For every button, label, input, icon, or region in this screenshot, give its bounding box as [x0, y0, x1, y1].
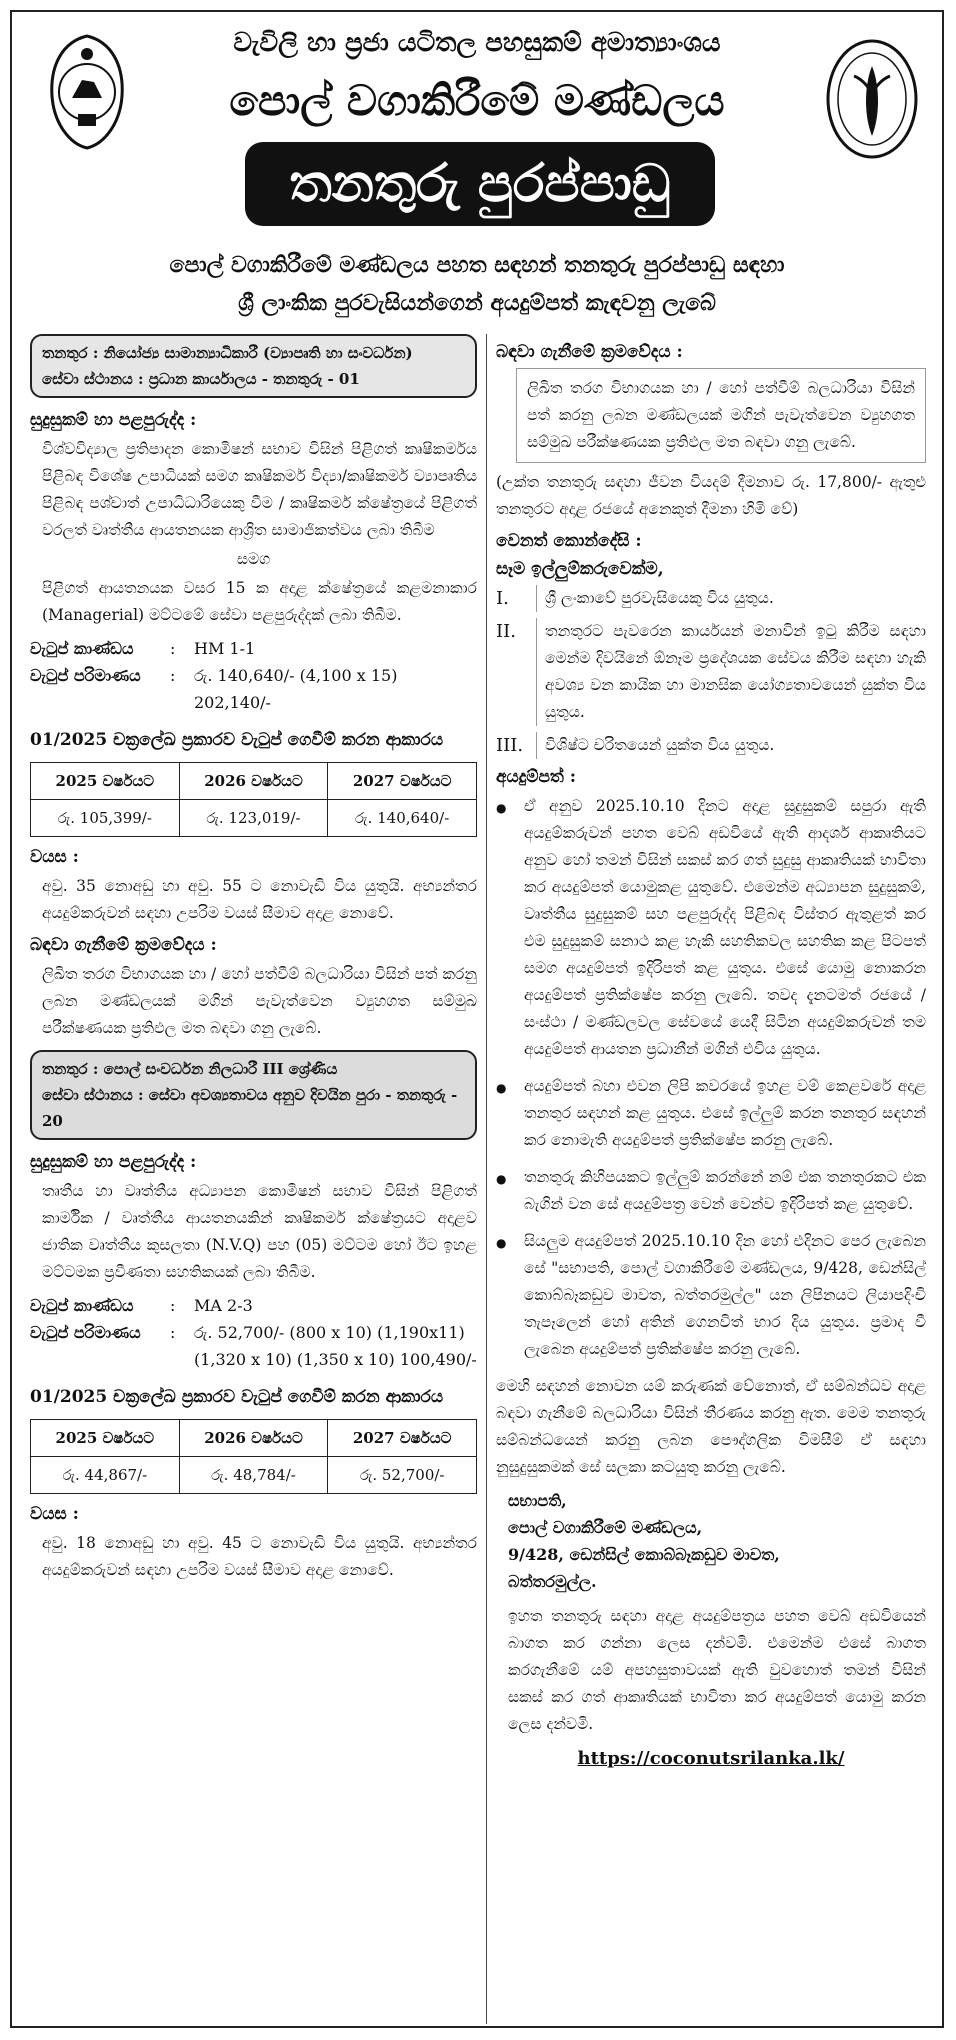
header — [12, 12, 942, 242]
salary-code-value: MA 2-3 — [194, 1296, 253, 1315]
table-header: 2025 වර්ෂයට — [31, 763, 180, 800]
vacancies-title: තනතුරු පුරප්පාඩු — [245, 142, 715, 226]
applicant-heading: සෑම ඉල්ලුම්කරුවෙක්ම, — [496, 559, 664, 579]
bullet-icon: ● — [496, 1236, 507, 1250]
application-bullet: ● සියලුම අයදුම්පත් 2025.10.10 දින හෝ එදිනට පෙර ලැබෙන සේ "සභාපති, පොල් වගාකිරීමේ මණ්ඩලය, 9/428, ඩෙන්සිල් කොබ්බෑකඩුව මාවත, බත්තරමුල්ල" යන ලිපිනයට ලියාපදිංචි තැපෑලෙන් හෝ අතින් ගෙනවිත් භාර දිය යුතුය. ප්‍රමාද වී ලැබෙන අයදුම්පත් ප්‍රතික්ෂේප කරනු ලැබේ. — [496, 1228, 926, 1363]
table-cell: රු. 48,784/- — [179, 1457, 328, 1494]
post-2-qual-heading: සුදුසුකම් හා පළපුරුද්ද : — [30, 1152, 197, 1172]
post-2-age-heading: වයස : — [30, 1504, 79, 1524]
post-1-age-heading: වයස : — [30, 847, 79, 867]
ministry-name: වැවිලි හා ප්‍රජා යටිතල පහසුකම් අමාත්‍යාංශය — [233, 28, 721, 58]
table-cell: රු. 52,700/- — [328, 1457, 477, 1494]
post-1-recruit-text: ලිඛිත තරග විභාගයක හා / හෝ පත්වීම් බලධාරියා විසින් පත් කරනු ලබන මණ්ඩලයක් මගින් පැවැත්වෙන ව්‍යුහගත සම්මුඛ පරීක්ෂණයක ප්‍රතිඵල මත බඳවා ගනු ලැබේ. — [42, 965, 477, 1037]
recruit-heading: බඳවා ගැනීමේ ක්‍රමවේදය : — [496, 342, 683, 362]
other-conditions-heading: වෙනත් කොන්දේසි : — [496, 531, 642, 551]
post-1-qual-text: විශ්වවිද්‍යාල ප්‍රතිපාදන කොමිෂන් සභාව විසින් පිළිගත් කෘෂිකර්මය පිළිබඳ විශේෂ උපාධියක් සමග කෘෂිකර්ම විද්‍යා/කෘෂිකර්ම ව්‍යාපෘතිය පිළිබඳ පශ්චාත් උපාධිධාරියෙකු වීම / කෘෂිකර්ම ක්ෂේත්‍රයේ පිළිගත් වරලත් වෘත්තීය ආයතනයක ආශ්‍රිත සාමාජිකත්වය ලබා තිබීම — [42, 440, 477, 539]
post-1-exp-text: පිළිගත් ආයතනයක වසර 15 ක අදාළ ක්ෂේත්‍රයේ කළමනාකාර (Managerial) මට්ටමේ සේවා පළපුරුද්දක් ලබා තිබීම. — [42, 579, 477, 624]
coconut-board-logo-icon — [824, 36, 920, 162]
post-2-age-text: අවු. 18 නොඅඩු හා අවු. 45 ට නොවැඩි විය යුතුයි. අභ්‍යන්තර අයදුම්කරුවන් සඳහා උපරිම වයස් සීමාව අදාළ නොවේ. — [42, 1534, 477, 1579]
recruit-text: ලිඛිත තරග විභාගයක හා / හෝ පත්වීම් බලධාරියා විසින් පත් කරනු ලබන මණ්ඩලයක් මගින් පැවැත්වෙන ව්‍යුහගත සම්මුඛ පරීක්ෂණයක ප්‍රතිඵල මත බඳවා ගනු ලැබේ. — [516, 368, 926, 463]
post-1-station: සේවා ස්ථානය : ප්‍රධාන කාර්යාලය - තනතුරු - 01 — [42, 370, 360, 388]
post-1-recruit-heading: බඳවා ගැනීමේ ක්‍රමවේදය : — [30, 935, 217, 955]
post-1-and: සමග — [236, 550, 271, 568]
condition-item: III. විශිෂ්ට චරිතයෙන් යුක්ත විය යුතුය. — [496, 732, 926, 759]
post-2-box — [30, 1050, 477, 1140]
intro-line-2: ශ්‍රී ලාංකික පුරවැසියන්ගෙන් අයදුම්පත් කැඳවනු ලැබේ — [238, 290, 716, 316]
post-1-age-text: අවු. 35 නොඅඩු හා අවු. 55 ට නොවැඩි විය යුතුයි. අභ්‍යන්තර අයදුම්කරුවන් සඳහා උපරිම වයස් සීමාව අදාළ නොවේ. — [42, 877, 477, 922]
post-2-circular-heading: 01/2025 චක්‍රලේඛ ප්‍රකාරව වැටුප් ගෙවීම් කරන ආකාරය — [30, 1387, 444, 1407]
application-bullet: ● තනතුරු කිහිපයකට ඉල්ලුම් කරන්නේ නම් එක තනතුරකට එක බැගින් වන සේ අයදුම්පත්‍ර වෙන් වෙන්ව ඉදිරිපත් කළ යුතුවේ. — [496, 1164, 926, 1218]
application-bullet: ● ඒ අනුව 2025.10.10 දිනට අදාළ සුදුසුකම් සපුරා ඇති අයදුම්කරුවන් පහත වෙබ් අඩවියේ ඇති ආදර්ශ ආකෘතියට අනුව හෝ තමන් විසින් සකස් කර ගත් සුදුසු ආකෘතියක් භාවිතා කර අයදුම්පත් යොමුකළ යුතුවේ. එමෙන්ම අධ්‍යාපන සුදුසුකම්, වෘත්තීය සුදුසුකම් සහ පළපුරුද්ද පිළිබඳ විස්තර ඇතුළත් කර එම සුදුසුකම් සනාථ කළ හැකි සහතිකවල සහතික කළ පිටපත් සමග අයදුම්පත් ඉදිරිපත් කළ යුතුය. එසේ යොමු නොකරන අයදුම්පත් ප්‍රතික්ෂේප කරනු ලැබේ. තවද දැනටමත් රජයේ / සංස්ථා / මණ්ඩලවල සේවයේ යෙදී සිටින අයදුම්කරුවන් තම අයදුම්පත් ආයතන ප්‍රධානීන් මගින් එවිය යුතුය. — [496, 793, 926, 1063]
bullet-icon: ● — [496, 1172, 507, 1186]
decision-text: මෙහි සඳහන් නොවන යම් කරුණක් වේනොත්, ඒ සම්බන්ධව අදාළ බඳවා ගැනීමේ බලධාරියා විසින් තීරණය කරනු ඇත. මෙම තනතුරු සම්බන්ධයෙන් කරනු ලබන පෞද්ගලික විමසීම් ඒ සඳහා නුසුදුසුකමක් සේ සලකා කටයුතු කරනු ලැබේ. — [496, 1377, 926, 1476]
table-cell: රු. 140,640/- — [328, 800, 477, 837]
table-header: 2027 වර්ෂයට — [328, 1420, 477, 1457]
post-1-circular-heading: 01/2025 චක්‍රලේඛ ප්‍රකාරව වැටුප් ගෙවීම් කරන ආකාරය — [30, 730, 444, 750]
table-cell: රු. 105,399/- — [31, 800, 180, 837]
salary-code-value: HM 1-1 — [194, 639, 256, 658]
salary-code-label: වැටුප් කාණ්ඩය — [30, 639, 134, 658]
condition-item: II. තනතුරට පැවරෙන කාර්යයන් මනාවින් ඉටු කිරීම සඳහා මෙන්ම දිවයිනේ ඕනෑම ප්‍රදේශයක සේවය කිරීම සඳහා හැකි අවශ්‍ය වන කායික හා මානසික යෝග්‍යතාවයෙන් යුක්ත විය යුතුය. — [496, 618, 926, 726]
post-1-salary-code: වැටුප් කාණ්ඩය : HM 1-1 — [30, 635, 477, 662]
chairman-address: සභාපති, පොල් වගාකිරීමේ මණ්ඩලය, 9/428, ඩෙන්සිල් කොබ්බෑකඩුව මාවත, බත්තරමුල්ල. — [508, 1491, 780, 1591]
table-cell: රු. 123,019/- — [179, 800, 328, 837]
salary-code-label: වැටුප් කාණ්ඩය — [30, 1296, 134, 1315]
table-cell: රු. 44,867/- — [31, 1457, 180, 1494]
salary-scale-label: වැටුප් පරිමාණය — [30, 666, 141, 685]
living-cost-note: (උක්ත තනතුරු සඳහා ජීවන වියදම් දීමනාව රු. 17,800/- ඇතුළු තනතුරට අදාළ රජයේ අනෙකුත් දීමනා හිමි වේ) — [496, 473, 926, 518]
left-column — [30, 334, 477, 1590]
right-column — [496, 334, 926, 1769]
post-2-salary-scale: වැටුප් පරිමාණය : රු. 52,700/- (800 x 10) (1,190x11) (1,320 x 10) (1,350 x 10) 100,490/- — [30, 1319, 477, 1373]
condition-item: I. ශ්‍රී ලංකාවේ පුරවැසියෙකු විය යුතුය. — [496, 585, 926, 612]
post-2-qual-text: තෘතීය හා වෘත්තීය අධ්‍යාපන කොමිෂන් සභාව විසින් පිළිගත් කාර්මික / වෘත්තීය ආයතනයකින් කෘෂිකර්ම ක්ෂේත්‍රයට අදාළව ජාතික වෘත්තීය කුසලතා (N.V.Q) පහ (05) මට්ටම හෝ ඊට ඉහළ මට්ටමක ප්‍රවීණතා සහතිකයක් ලබා තිබීම. — [42, 1182, 477, 1281]
post-2-station: සේවා ස්ථානය : සේවා අවශ්‍යතාවය අනුව දිවයින පුරා - තනතුරු - 20 — [42, 1086, 458, 1130]
intro-line-1: පොල් වගාකිරීමේ මණ්ඩලය පහත සඳහන් තනතුරු පුරප්පාඩු සඳහා — [169, 252, 785, 278]
advertisement-frame — [10, 10, 944, 2028]
website-link[interactable]: https://coconutsrilanka.lk/ — [577, 1748, 845, 1769]
post-1-title: තනතුර : නියෝජ්‍ය සාමාන්‍යාධිකාරී (ව්‍යාපෘති හා සංවර්ධන) — [42, 344, 413, 362]
sri-lanka-emblem-icon — [42, 32, 132, 152]
table-header: 2027 වර්ෂයට — [328, 763, 477, 800]
table-header: 2025 වර්ෂයට — [31, 1420, 180, 1457]
applications-heading: අයදුම්පත් : — [496, 767, 576, 787]
post-2-salary-table — [30, 1419, 477, 1494]
post-1-salary-scale: වැටුප් පරිමාණය : රු. 140,640/- (4,100 x 15) 202,140/- — [30, 662, 477, 716]
column-divider — [486, 334, 487, 2024]
post-2-title: තනතුර : පොල් සංවර්ධන නිලධාරී III ශ්‍රේණිය — [42, 1060, 338, 1078]
salary-scale-value: රු. 140,640/- (4,100 x 15) 202,140/- — [194, 666, 398, 712]
salary-scale-value: රු. 52,700/- (800 x 10) (1,190x11) (1,320 x 10) (1,350 x 10) 100,490/- — [194, 1323, 477, 1369]
post-2-salary-code: වැටුප් කාණ්ඩය : MA 2-3 — [30, 1292, 477, 1319]
post-1-qual-heading: සුදුසුකම් හා පළපුරුද්ද : — [30, 410, 197, 430]
table-header: 2026 වර්ෂයට — [179, 1420, 328, 1457]
table-header: 2026 වර්ෂයට — [179, 763, 328, 800]
bullet-icon: ● — [496, 801, 507, 815]
salary-scale-label: වැටුප් පරිමාණය — [30, 1323, 141, 1342]
board-name: පොල් වගාකිරීමේ මණ්ඩලය — [229, 76, 725, 125]
post-1-salary-table — [30, 762, 477, 837]
bullet-icon: ● — [496, 1081, 507, 1095]
download-text: ඉහත තනතුරු සඳහා අදාළ අයදුම්පත්‍රය පහත වෙබ් අඩවියෙන් බාගත කර ගන්නා ලෙස දන්වමි. එමෙන්ම එසේ බාගත කරගැනීමේ යම් අපහසුතාවයක් ඇති වුවහොත් තමන් විසින් සකස් කර ගත් ආකෘතියක් භාවිතා කර අයදුම්පත් යොමු කරන ලෙස දන්වමි. — [508, 1607, 926, 1733]
application-bullet: ● අයදුම්පත් බහා එවන ලිපි කවරයේ ඉහළ වම් කෙළවරේ අදාළ තනතුර සඳහන් කළ යුතුය. එසේ ඉල්ලුම් කරන තනතුර සඳහන් කර නොමැති අයදුම්පත් ප්‍රතික්ෂේප කරනු ලැබේ. — [496, 1073, 926, 1154]
post-1-box — [30, 334, 477, 398]
